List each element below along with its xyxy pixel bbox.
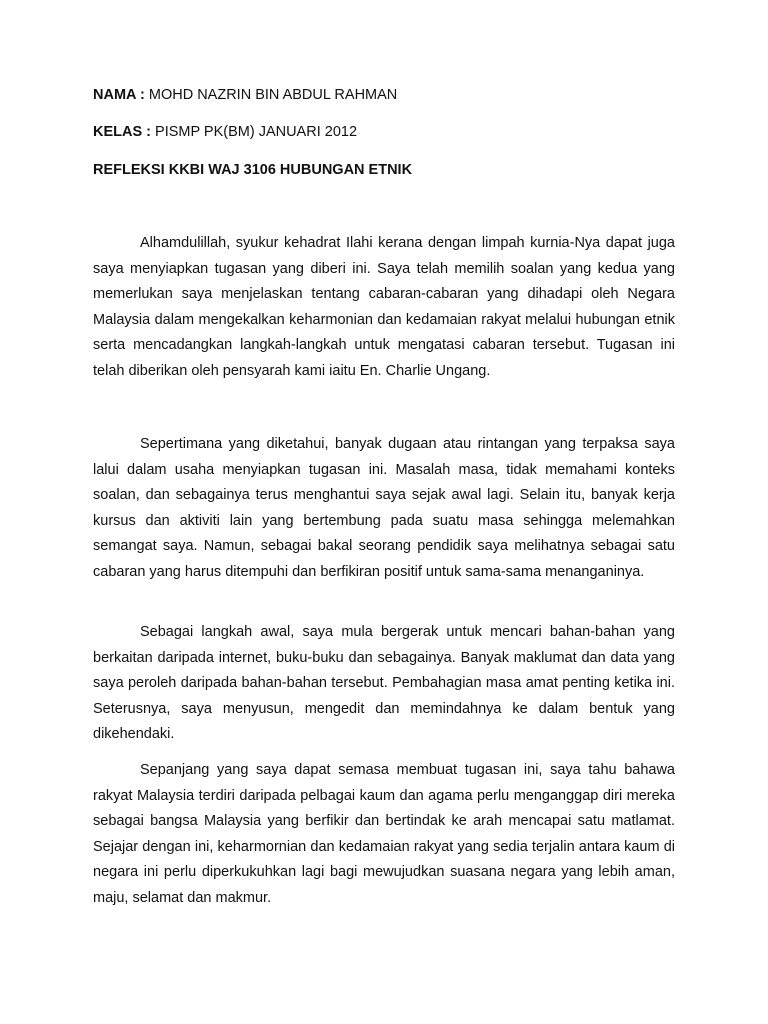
name-line <box>93 86 683 104</box>
paragraph: Sebagai langkah awal, saya mula bergerak untuk mencari bahan-bahan yang berkaitan daripada internet, buku-buku dan sebagainya. Banyak maklumat dan data yang saya peroleh daripada bahan-bahan tersebut. Pembahagian masa amat penting ketika ini. Seterusnya, saya menyusun, mengedit dan memindahnya ke dalam bentuk yang dikehendaki. <box>93 624 675 743</box>
class-label: KELAS : <box>93 124 151 140</box>
name-value: MOHD NAZRIN BIN ABDUL RAHMAN <box>148 87 398 103</box>
paragraph: Alhamdulillah, syukur kehadrat Ilahi kerana dengan limpah kurnia-Nya dapat juga saya menyiapkan tugasan yang diberi ini. Saya telah memilih soalan yang kedua yang memerlukan saya menjelaskan tentang cabaran-cabaran yang dihadapi oleh Negara Malaysia dalam mengekalkan keharmonian dan kedamaian rakyat melalui hubungan etnik serta mencadangkan langkah-langkah untuk mengatasi cabaran tersebut. Tugasan ini telah diberikan oleh pensyarah kami iaitu En. Charlie Ungang. <box>93 235 675 379</box>
class-line <box>93 123 683 141</box>
class-value: PISMP PK(BM) JANUARI 2012 <box>151 124 358 140</box>
document-title: REFLEKSI KKBI WAJ 3106 HUBUNGAN ETNIK <box>93 162 413 178</box>
paragraph: Sepertimana yang diketahui, banyak dugaan atau rintangan yang terpaksa saya lalui dalam usaha menyiapkan tugasan ini. Masalah masa, tidak memahami konteks soalan, dan sebagainya terus menghantui saya sejak awal lagi. Selain itu, banyak kerja kursus dan aktiviti lain yang bertembung pada suatu masa sehingga melemahkan semangat saya. Namun, sebagai bakal seorang pendidik saya melihatnya sebagai satu cabaran yang harus ditempuhi dan berfikiran positif untuk sama-sama menanganinya. <box>93 436 675 580</box>
name-separator: : <box>135 87 149 103</box>
name-label: NAMA <box>93 87 136 103</box>
paragraph: Sepanjang yang saya dapat semasa membuat tugasan ini, saya tahu bahawa rakyat Malaysia terdiri daripada pelbagai kaum dan agama perlu menganggap diri mereka sebagai bangsa Malaysia yang berfikir dan bertindak ke arah mencapai satu matlamat. Sejajar dengan ini, keharmornian dan kedamaian rakyat yang sedia terjalin antara kaum di negara ini perlu diperkukuhkan lagi bagi mewujudkan suasana negara yang lebih aman, maju, selamat dan makmur. <box>93 762 675 906</box>
